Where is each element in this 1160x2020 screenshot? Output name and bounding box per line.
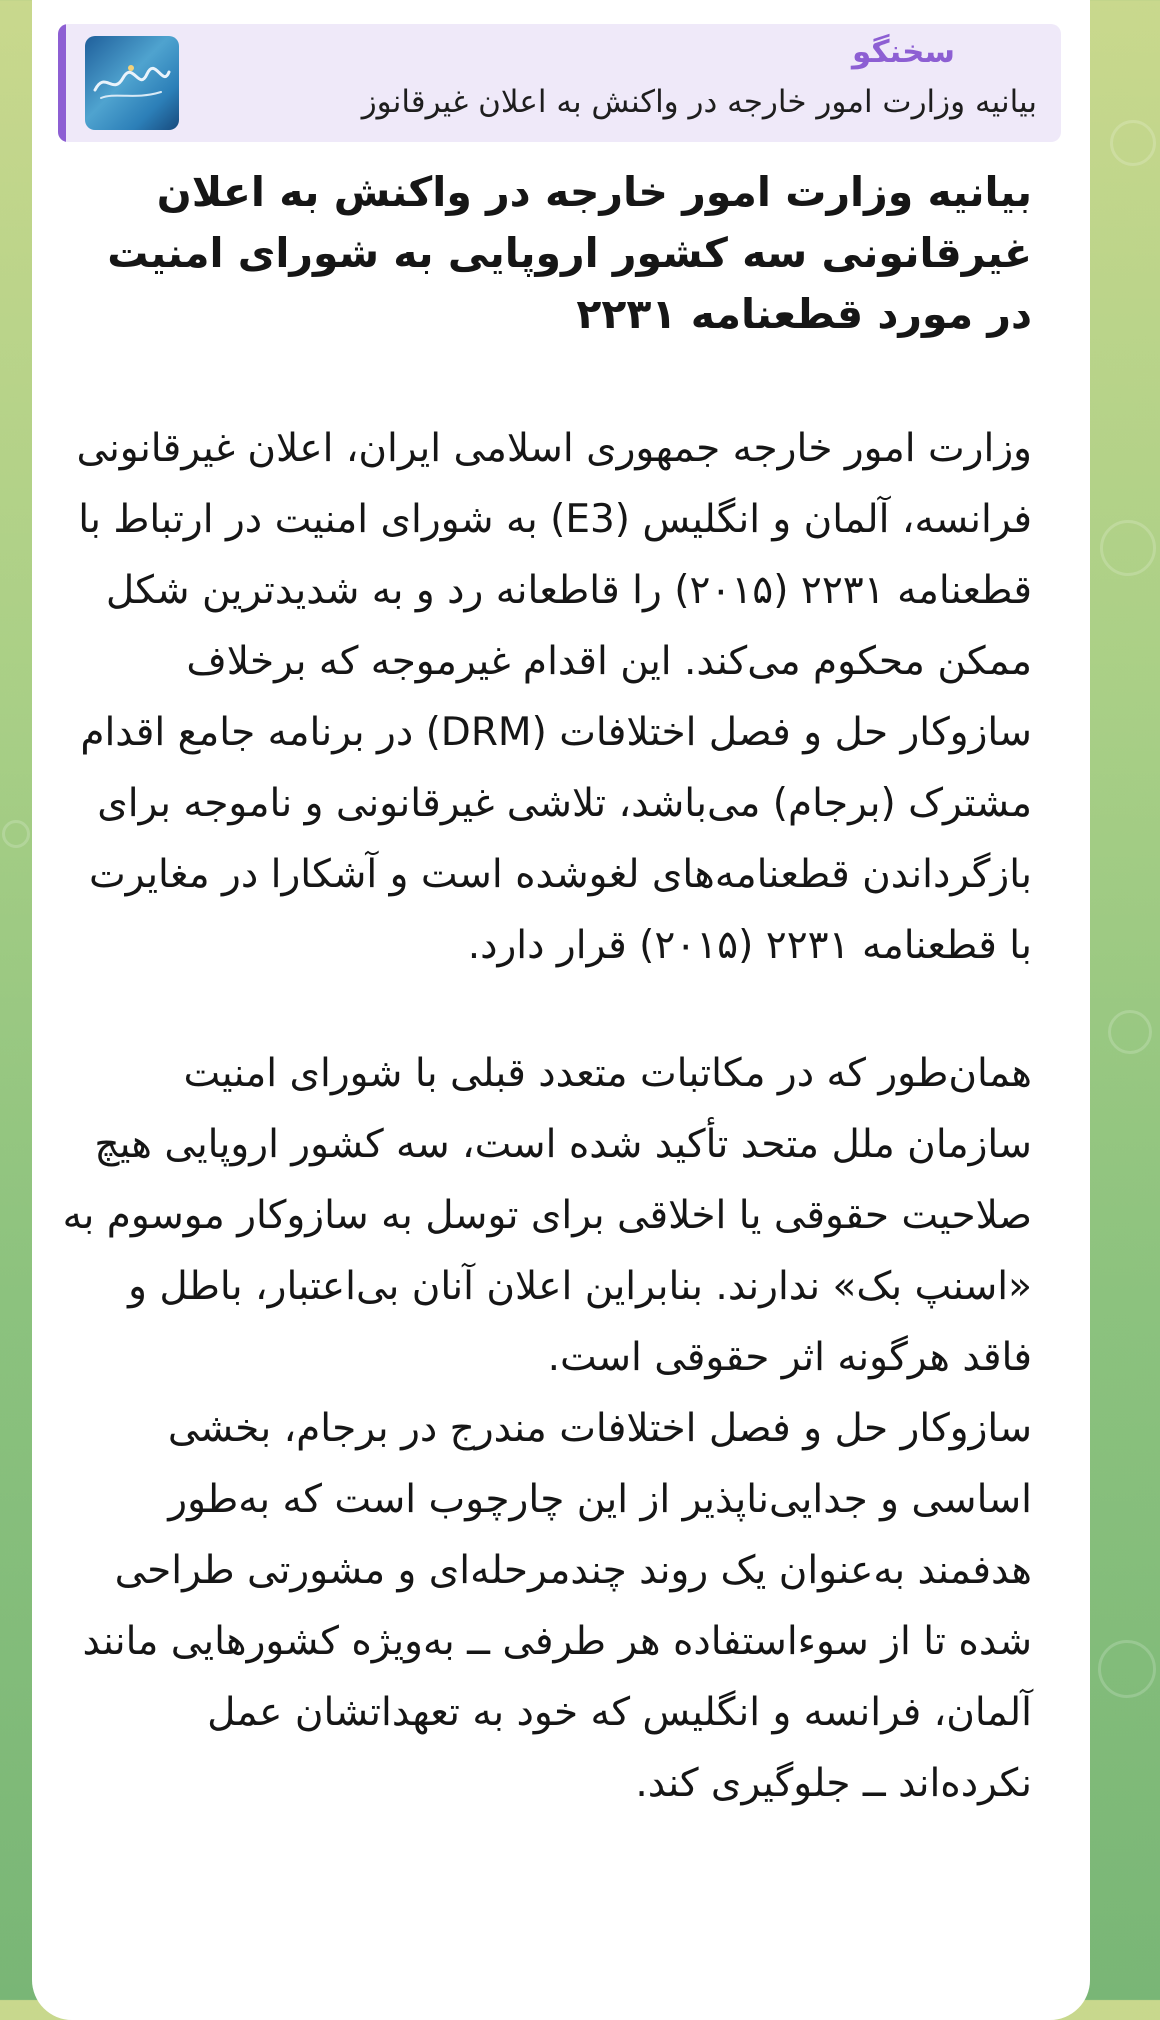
reply-preview[interactable] [58,24,1061,142]
statement-title: بیانیه وزارت امور خارجه در واکنش به اعلان غیرقانونی سه کشور اروپایی به شورای امنیت در مورد قطعنامه ۲۲۳۱ [107,168,1032,338]
wallpaper-doodle [1100,520,1156,576]
statement-paragraph-1: وزارت امور خارجه جمهوری اسلامی ایران، اعلان غیرقانونی فرانسه، آلمان و انگلیس (E3) به شورای امنیت در ارتباط با قطعنامه ۲۲۳۱ (۲۰۱۵) را قاطعانه رد و به شدیدترین شکل ممکن محکوم می‌کند. این اقدام غیرموجه که برخلاف سازوکار حل و فصل اختلافات (DRM) در برنامه جامع اقدام مشترک (برجام) می‌باشد، تلاشی غیرقانونی و ناموجه برای بازگرداندن قطعنامه‌های لغوشده است و آشکارا در مغایرت با قطعنامه ۲۲۳۱ (۲۰۱۵) قرار دارد. [76,426,1032,968]
wallpaper-doodle [1098,1640,1156,1698]
ministry-logo-icon [85,36,179,130]
wallpaper-doodle [2,820,30,848]
wallpaper-doodle [1110,120,1156,166]
statement-paragraph-3: سازوکار حل و فصل اختلافات مندرج در برجام، بخشی اساسی و جدایی‌ناپذیر از این چارچوب است که به‌طور هدفمند به‌عنوان یک روند چندمرحله‌ای و مشورتی طراحی شده تا از سوءاستفاده هر طرفی ــ به‌ویژه کشورهایی مانند آلمان، فرانسه و انگلیس که خود به تعهداتشان عمل نکرده‌اند ــ جلوگیری کند. [82,1406,1032,1806]
reply-accent-bar [58,24,66,142]
wallpaper-doodle [1108,1010,1152,1054]
reply-preview-text: بیانیه وزارت امور خارجه در واکنش به اعلان غیرقانوز [361,84,1037,120]
message-body [62,162,1052,1819]
calligraphy-icon [91,62,173,102]
statement-paragraph-2: همان‌طور که در مکاتبات متعدد قبلی با شورای امنیت سازمان ملل متحد تأکید شده است، سه کشور اروپایی هیچ صلاحیت حقوقی یا اخلاقی برای توسل به سازوکار موسوم به «اسنپ بک» ندارند. بنابراین اعلان آنان بی‌اعتبار، باطل و فاقد هرگونه اثر حقوقی است. [62,1051,1032,1380]
reply-sender-name: سخنگو [852,34,955,70]
